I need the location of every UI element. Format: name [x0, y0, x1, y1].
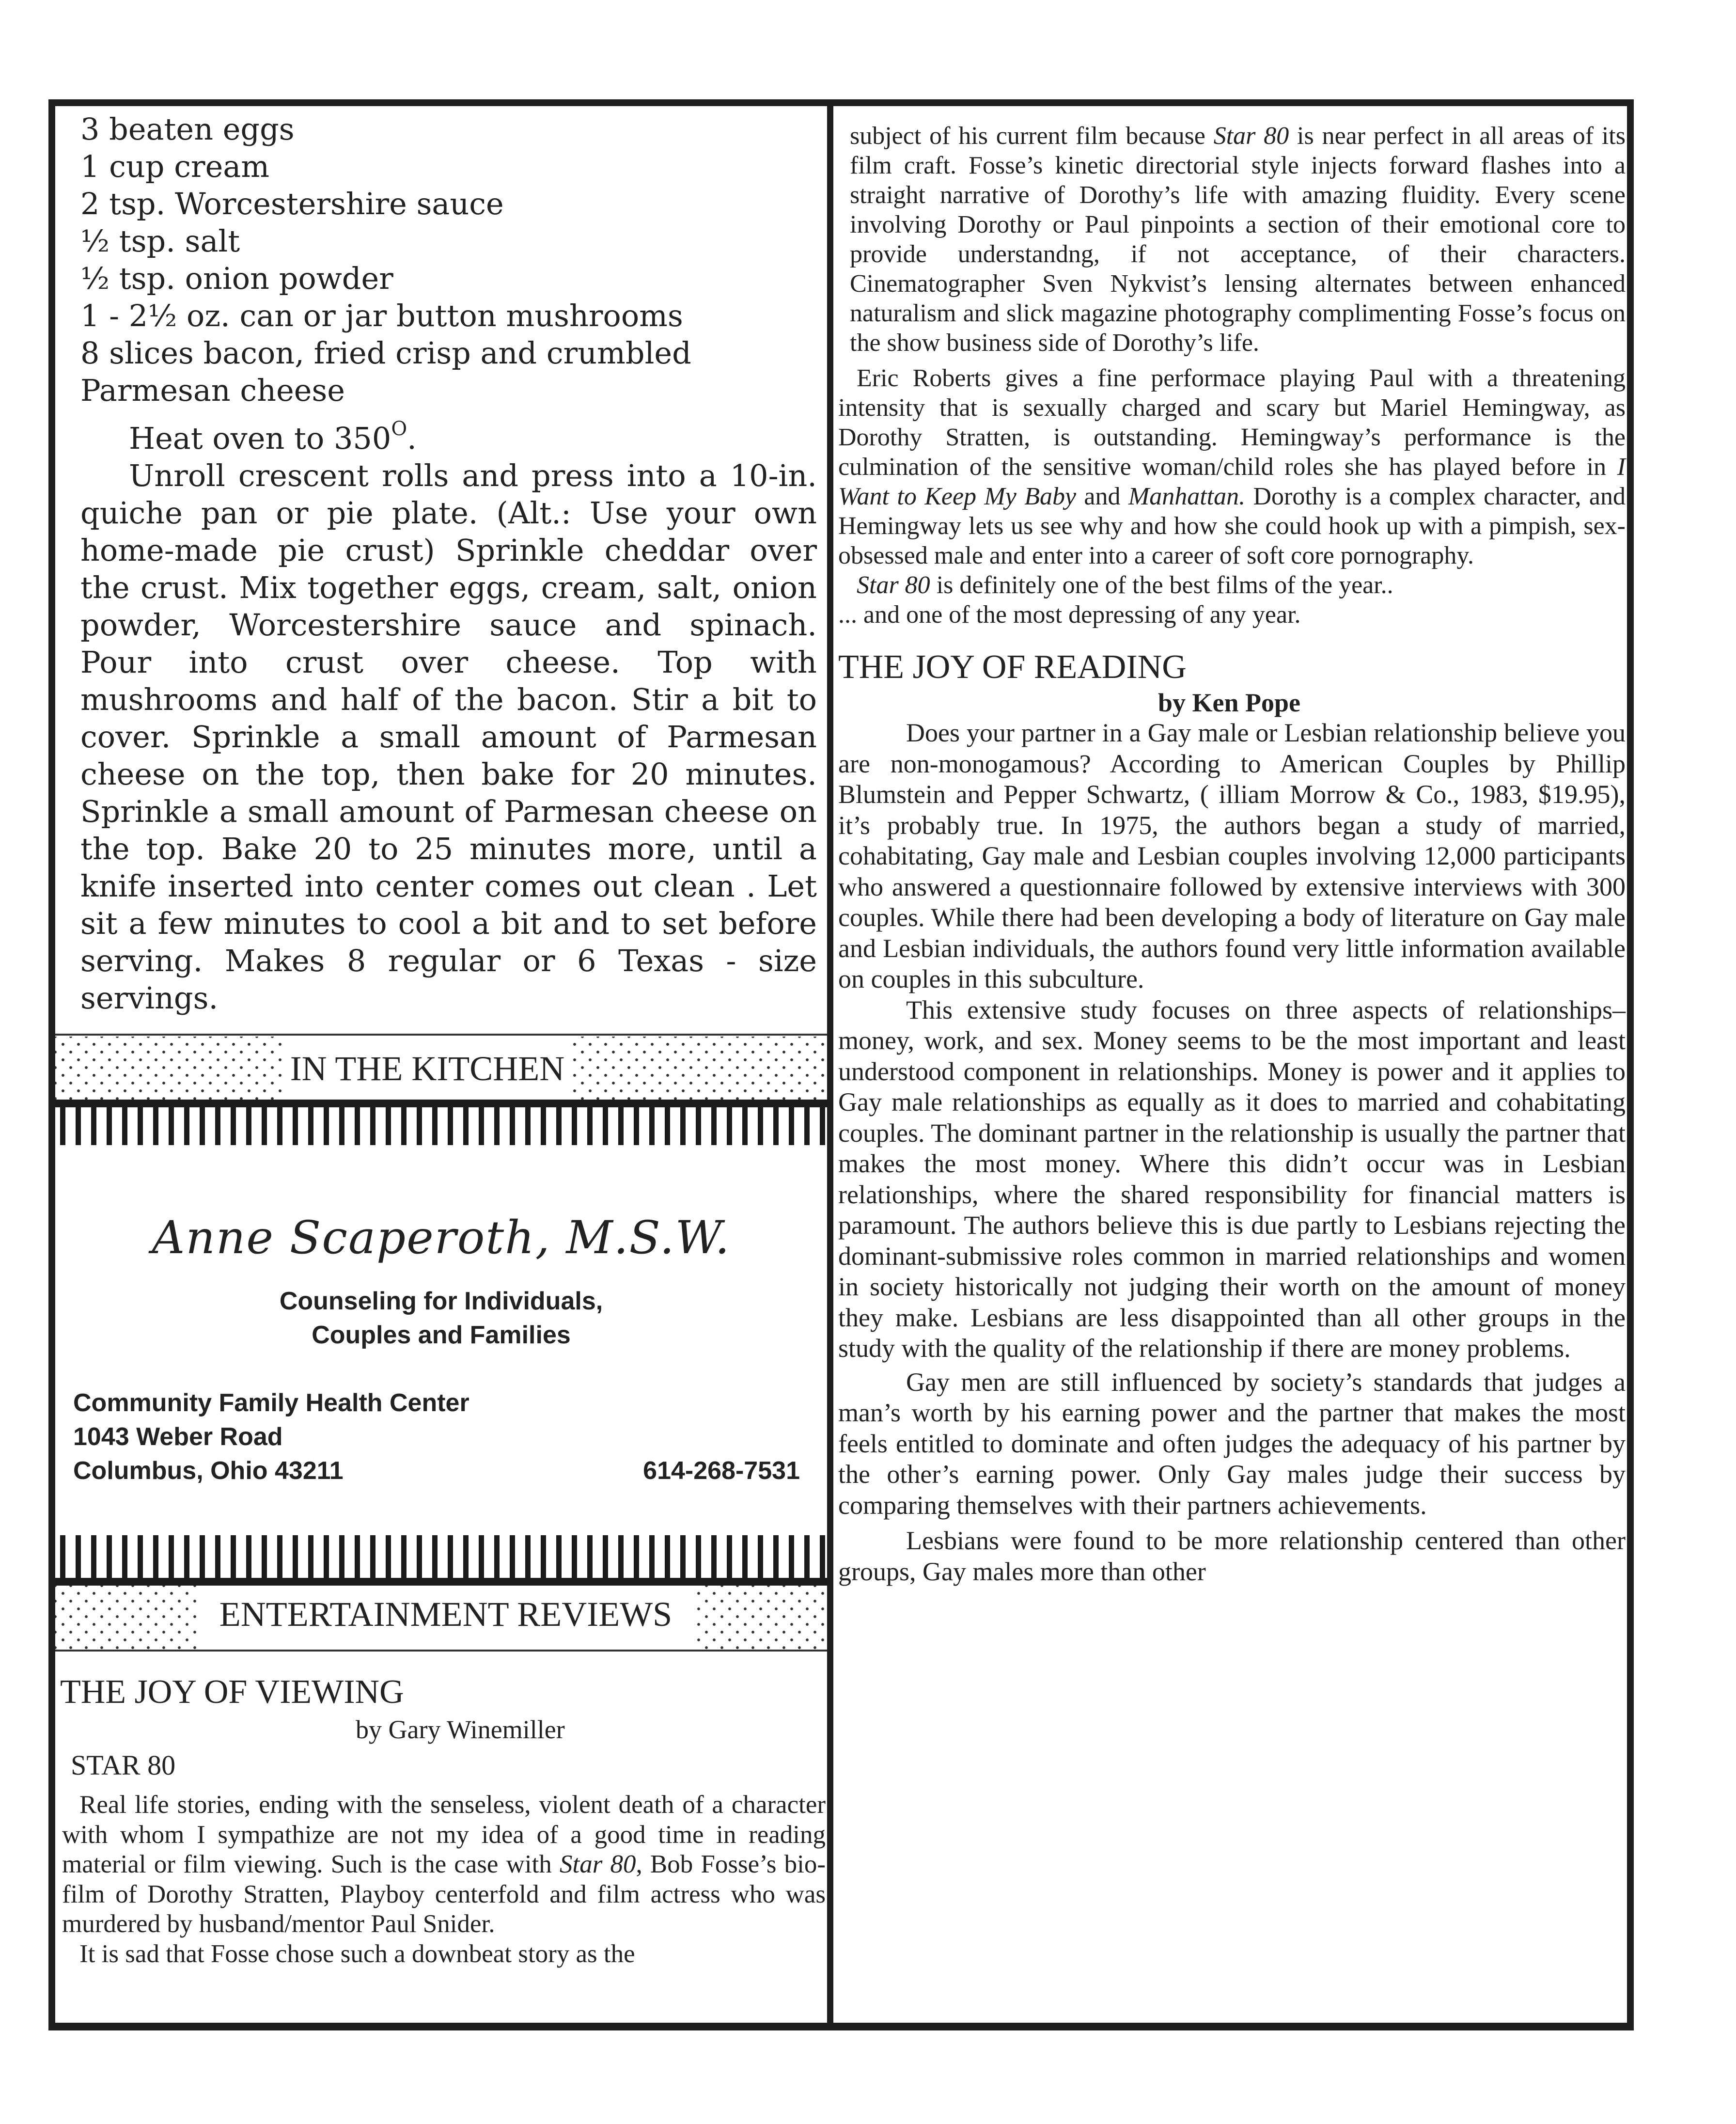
- paragraph: [62, 1790, 826, 1939]
- text-run: subject of his current film because: [850, 122, 1214, 150]
- reading-heading: THE JOY OF READING: [838, 648, 1187, 686]
- ingredient: 1 cup cream: [80, 149, 270, 184]
- ingredient: 8 slices bacon, fried crisp and crumbled: [80, 335, 691, 371]
- ad-address: [73, 1386, 469, 1488]
- recipe-directions: Unroll crescent rolls and press into a 10-in. quiche pan or pie plate. (Alt.: Use your own home-made pie crust) Sprinkle cheddar over the crust. Mix together eggs, cream, salt, onion powder, Worcestershire sauce and spinach. Pour into crust over cheese. Top with mushrooms and half of the bacon. Stir a bit to cover. Sprinkle a small amount of Parmesan cheese on the top, then bake for 20 minutes. Sprinkle a small amount of Parmesan cheese on the top. Bake 20 to 25 minutes more, until a knife inserted into center comes out clean . Let sit a few minutes to cool a bit and to set before serving. Makes 8 regular or 6 Texas - size servings.: [80, 458, 817, 1016]
- text-run: is near perfect in all areas of its film craft. Fosse’s kinetic directorial style injects forward flashes into a straight narrative of Dorothy’s life with amazing fluidity. Every scene involving Dorothy or Paul pinpoints a section of their emotional core to provide understandng, if not acceptance, of their characters. Cinematographer Sven Nykvist’s lensing alternates between enhanced naturalism and slick magazine photography complimenting Fosse’s focus on the show business side of Dorothy’s life.: [850, 122, 1626, 357]
- paragraph: [838, 570, 1626, 600]
- film-name: I Want to Keep My Baby: [838, 453, 1626, 510]
- recipe-section: [80, 110, 817, 1017]
- film-name: Star 80: [1213, 122, 1289, 150]
- film-name: Star 80: [559, 1850, 636, 1878]
- kitchen-banner-title: [282, 1037, 573, 1101]
- banner-teeth: [55, 1106, 827, 1145]
- banner-rule: [55, 1034, 827, 1036]
- text-run: is definitely one of the best films of the year..: [930, 571, 1393, 599]
- paragraph: This extensive study focuses on three aspects of relationships–money, work, and sex. Money seems to be the most important and least understood component in relationships. Money is power and it applies to Gay male relationships as equally as it does to married and cohabitating couples. The dominant partner in the relationship is usually the partner that makes the most money. Where this didn’t occur was in Lesbian relationships, where the shared responsibility for financial matters is paramount. The authors believe this is due partly to Lesbians rejecting the dominant-submissive roles common in married relationships and women in society historically not judging their worth on the amount of money they make. Lesbians are less disappointed than all other groups in the study with the quality of the relationship if there are money problems.: [838, 995, 1626, 1363]
- ingredient: ½ tsp. salt: [80, 223, 240, 259]
- paragraph: [838, 121, 1626, 358]
- ad-address-line: 1043 Weber Road: [73, 1423, 283, 1451]
- viewing-continued: [838, 121, 1626, 629]
- ad-tagline: [55, 1284, 827, 1352]
- ad-address-line: Community Family Health Center: [73, 1389, 469, 1417]
- banner-bar: [55, 1578, 827, 1586]
- oven-text: Heat oven to 350: [129, 421, 391, 456]
- text-run: , Bob Fosse’s bio-film of Dorothy Stratten, Playboy centerfold and film actress who was murdered by husband/mentor Paul Snider.: [62, 1850, 826, 1938]
- kitchen-banner-text: IN THE KITCHEN: [290, 1049, 565, 1088]
- ad-phone: 614-268-7531: [643, 1457, 800, 1485]
- banner-rule: [55, 1650, 827, 1652]
- viewing-heading: THE JOY OF VIEWING: [60, 1673, 404, 1711]
- film-name: Manhattan.: [1128, 483, 1246, 510]
- ad-tagline-line: Couples and Families: [312, 1321, 571, 1349]
- joy-of-viewing: [55, 1672, 826, 1969]
- counseling-ad: [55, 1153, 827, 1536]
- text-run: and: [1076, 483, 1128, 510]
- text-run: Eric Roberts gives a fine performace playing Paul with a threatening intensity that is sexually charged and scary but Mariel Hemingway, as Dorothy Stratten, is outstanding. Hemingway’s performance is the culmination of the sensitive woman/child roles she has played before in: [838, 364, 1626, 481]
- paragraph: Lesbians were found to be more relationship centered than other groups, Gay males more than other: [838, 1526, 1626, 1586]
- oven-period: .: [407, 421, 417, 456]
- ingredient: Parmesan cheese: [80, 373, 345, 408]
- viewing-body: [55, 1790, 826, 1969]
- entertainment-banner-title: [198, 1586, 694, 1651]
- banner-teeth: [55, 1535, 827, 1580]
- oven-instruction: [80, 420, 817, 457]
- ad-address-line: Columbus, Ohio 43211: [73, 1457, 344, 1485]
- entertainment-banner-text: ENTERTAINMENT REVIEWS: [219, 1595, 673, 1634]
- right-column: [838, 121, 1626, 1587]
- ingredient: ½ tsp. onion powder: [80, 261, 393, 296]
- viewing-byline: by Gary Winemiller: [356, 1715, 565, 1744]
- ad-name-script: Anne Scaperoth, M.S.W.: [152, 1211, 731, 1264]
- text-run: Dorothy is a complex character, and Hemingway lets us see why and how she could hook up with a pimpish, sex-obsessed male and enter into a career of soft core pornography.: [838, 483, 1626, 569]
- text-run: Real life stories, ending with the senseless, violent death of a character with whom I sympathize are not my idea of a good time in reading material or film viewing. Such is the case with: [62, 1791, 826, 1878]
- paragraph: It is sad that Fosse chose such a downbeat story as the: [79, 1939, 635, 1968]
- paragraph: Gay men are still influenced by society’s standards that judges a man’s worth by his earning power and the partner that makes the most feels entitled to dominate and often judges the adequacy of his partner by the other’s earning power. Only Gay males judge their success by comparing themselves with their partners achievements.: [838, 1367, 1626, 1520]
- paragraph: [838, 363, 1626, 570]
- ad-tagline-line: Counseling for Individuals,: [279, 1287, 603, 1315]
- reading-byline: by Ken Pope: [1158, 688, 1301, 717]
- film-title: STAR 80: [71, 1749, 176, 1781]
- ingredient: 2 tsp. Worcestershire sauce: [80, 186, 504, 221]
- column-divider: [827, 99, 833, 2030]
- ingredient-list: [80, 110, 817, 409]
- film-name: Star 80: [857, 571, 930, 599]
- entertainment-banner: [55, 1535, 827, 1652]
- ingredient: 3 beaten eggs: [80, 111, 295, 147]
- paragraph: ... and one of the most depressing of any year.: [838, 601, 1301, 629]
- reading-body: [838, 718, 1626, 1587]
- degree-mark: O: [391, 418, 407, 440]
- kitchen-banner: [55, 1034, 827, 1146]
- paragraph: Does your partner in a Gay male or Lesbian relationship believe you are non-monogamous? According to American Couples by Phillip Blumstein and Pepper Schwartz, ( illiam Morrow & Co., 1983, $19.95), it’s probably true. In 1975, the authors began a study of married, cohabitating, Gay male and Lesbian couples involving 12,000 participants who answered a questionnaire followed by extensive interviews with 300 couples. While there had been developing a body of literature on Gay male and Lesbian individuals, the authors found very little information available on couples in this subculture.: [838, 718, 1626, 993]
- ingredient: 1 - 2½ oz. can or jar button mushrooms: [80, 298, 683, 333]
